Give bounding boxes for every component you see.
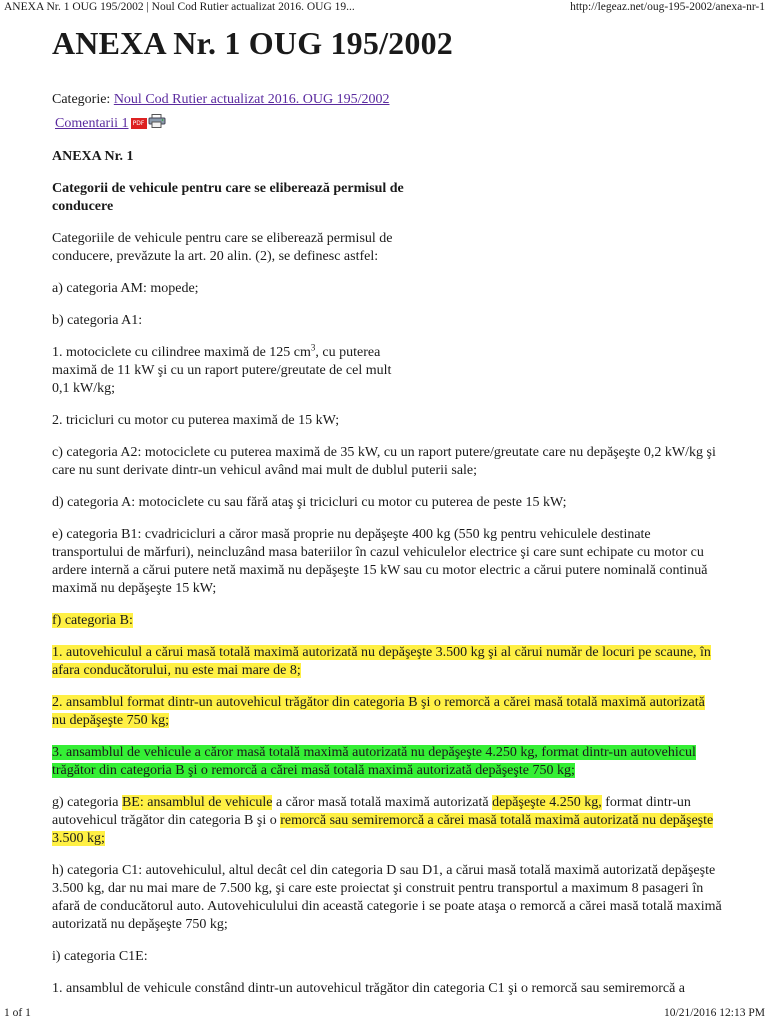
print-header-title: ANEXA Nr. 1 OUG 195/2002 | Noul Cod Rutier actualizat 2016. OUG 19... bbox=[4, 1, 355, 13]
annex-title: ANEXA Nr. 1 bbox=[52, 149, 134, 164]
print-footer-page: 1 of 1 bbox=[4, 1007, 31, 1019]
paragraph-b1-text-end: , cu puterea maximă de 11 kW şi cu un raport putere/greutate de cel mult 0,1 kW/kg; bbox=[52, 345, 392, 396]
highlight-f2: 2. ansamblul format dintr-un autovehicul trăgător din categoria B şi o remorcă a cărei masă totală maximă autorizată nu depăşeşte 750 kg; bbox=[52, 695, 705, 728]
paragraph-d: d) categoria A: motociclete cu sau fără ataş şi tricicluri cu motor cu puterea de peste 15 kW; bbox=[52, 495, 567, 510]
highlight-f: f) categoria B: bbox=[52, 613, 133, 628]
paragraph-g-text-2: a căror masă totală maximă autorizată bbox=[272, 795, 493, 810]
paragraph-g bbox=[52, 794, 722, 848]
highlight-f1: 1. autovehiculul a cărui masă totală maximă autorizată nu depăşeşte 3.500 kg şi al cărui număr de locuri pe scaune, în afara conducătorului, nu este mai mare de 8; bbox=[52, 645, 711, 678]
paragraph-h: h) categoria C1: autovehiculul, altul decât cel din categoria D sau D1, a cărui masă totală maximă autorizată depăşeşte 3.500 kg, dar nu mai mare de 7.500 kg, şi care este proiectat şi construit pentru transportul a maximum 8 pasageri în afară de conducătorul auto. Autovehiculului din această categorie i se poate ataşa o remorcă a cărei masă totală maximă autorizată nu depăşeşte 750 kg; bbox=[52, 863, 722, 932]
highlight-g-be: BE: ansamblul de vehicule bbox=[121, 795, 273, 810]
print-header-url: http://legeaz.net/oug-195-2002/anexa-nr-1 bbox=[570, 1, 765, 13]
paragraph-b1 bbox=[52, 344, 412, 398]
comments-link[interactable]: Comentarii 1 bbox=[55, 115, 129, 131]
printer-icon[interactable] bbox=[148, 114, 166, 133]
paragraph-a: a) categoria AM: mopede; bbox=[52, 281, 199, 296]
highlight-f3: 3. ansamblul de vehicule a căror masă totală maximă autorizată nu depăşeşte 4.250 kg, format dintr-un autovehicul trăgător din categoria B şi o remorcă a cărei masă totală maximă autorizată depăşeşte 750 kg; bbox=[52, 745, 696, 778]
paragraph-b1-text: 1. motociclete cu cilindree maximă de 125 cm bbox=[52, 345, 311, 360]
paragraph-b2: 2. tricicluri cu motor cu puterea maximă de 15 kW; bbox=[52, 413, 340, 428]
paragraph-i1: 1. ansamblul de vehicule constând dintr-un autovehicul trăgător din categoria C1 şi o remorcă sau semiremorcă a bbox=[52, 981, 686, 996]
print-footer-datetime: 10/21/2016 12:13 PM bbox=[664, 1007, 765, 1019]
cubic-superscript: 3 bbox=[310, 342, 316, 353]
paragraph-g-text-1: g) categoria bbox=[52, 795, 122, 810]
pdf-icon[interactable]: PDF bbox=[131, 118, 147, 129]
paragraph-g-text-3: format dintr-un autovehicul trăgător din categoria B şi o bbox=[52, 795, 691, 828]
highlight-g-mass: depăşeşte 4.250 kg, bbox=[492, 795, 602, 810]
paragraph-b: b) categoria A1: bbox=[52, 313, 143, 328]
comments-line bbox=[55, 114, 166, 133]
paragraph-f1 bbox=[52, 644, 722, 680]
highlight-g-trailer: remorcă sau semiremorcă a cărei masă totală maximă autorizată nu depăşeşte 3.500 kg; bbox=[52, 813, 714, 846]
category-label: Categorie: bbox=[52, 92, 111, 107]
paragraph-f bbox=[52, 612, 722, 630]
annex-subtitle: Categorii de vehicule pentru care se eliberează permisul de conducere bbox=[52, 181, 404, 214]
paragraph-f2 bbox=[52, 694, 722, 730]
paragraph-c: c) categoria A2: motociclete cu puterea maximă de 35 kW, cu un raport putere/greutate care nu depăşeşte 0,2 kW/kg şi care nu sunt derivate dintr-un vehicul având mai mult de dublul puterii sale; bbox=[52, 445, 716, 478]
page-title: ANEXA Nr. 1 OUG 195/2002 bbox=[52, 25, 453, 61]
paragraph-e: e) categoria B1: cvadricicluri a căror masă proprie nu depăşeşte 400 kg (550 kg pentru vehiculele destinate transportului de mărfuri), neincluzând masa bateriilor în cazul vehiculelor electrice şi care sunt echipate cu motor cu ardere internă a cărui putere netă maximă nu depăşeşte 15 kW sau cu motor electric a cărui putere nominală continuă maximă nu depăşeşte 15 kW; bbox=[52, 527, 708, 596]
intro-paragraph: Categoriile de vehicule pentru care se eliberează permisul de conducere, prevăzute la art. 20 alin. (2), se definesc astfel: bbox=[52, 231, 393, 264]
paragraph-i: i) categoria C1E: bbox=[52, 949, 148, 964]
category-link[interactable]: Noul Cod Rutier actualizat 2016. OUG 195/2002 bbox=[113, 92, 390, 107]
paragraph-f3 bbox=[52, 744, 722, 780]
category-line bbox=[52, 92, 390, 108]
article-body bbox=[52, 148, 722, 1012]
